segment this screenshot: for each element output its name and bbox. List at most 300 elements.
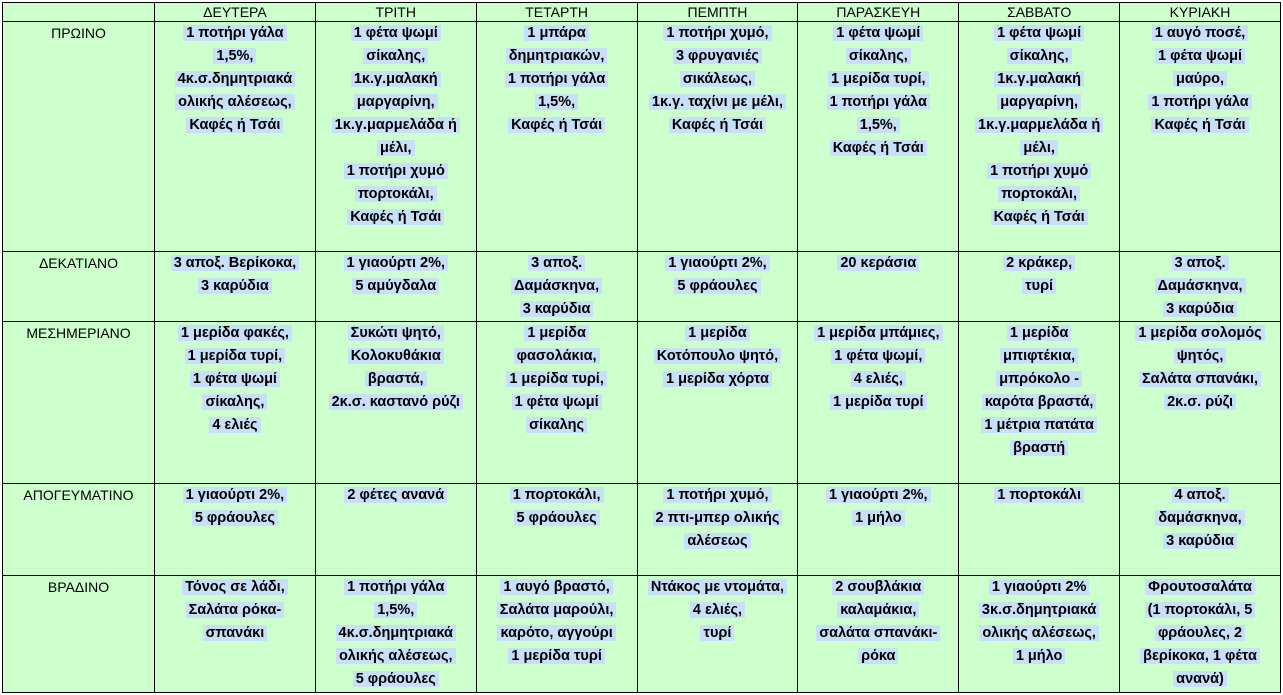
meal-item-text: 1 γιαούρτι 2%,: [826, 487, 930, 503]
meal-cell: [798, 484, 959, 576]
meal-item-text: 3 αποξ.: [1172, 255, 1229, 271]
meal-item-text: 4 ελιές,: [851, 371, 906, 387]
meal-cell: [155, 576, 316, 693]
meal-item-line: [319, 645, 473, 668]
meal-item-text: 1κ.γ.μαρμελάδα ή: [975, 117, 1103, 133]
meal-cell: [315, 22, 476, 252]
meal-item-text: Κοτόπουλο ψητό,: [654, 348, 781, 364]
day-header: ΤΕΤΑΡΤΗ: [476, 3, 637, 22]
meal-item-text: πορτοκάλι,: [355, 186, 437, 202]
meal-item-line: [962, 576, 1116, 599]
meal-item-line: [480, 275, 634, 298]
meal-item-line: [801, 368, 955, 391]
day-header: ΣΑΒΒΑΤΟ: [959, 3, 1120, 22]
meal-item-text: σίκαλης,: [1007, 48, 1072, 64]
meal-item-line: [480, 391, 634, 414]
meal-item-text: Συκώτι ψητό,: [348, 325, 444, 341]
meal-item-line: [1123, 22, 1277, 45]
meal-item-line: [801, 507, 955, 530]
meal-item-text: 1 αυγό ποσέ,: [1152, 25, 1248, 41]
meal-item-line: [480, 345, 634, 368]
meal-item-text: 5 φράουλες: [674, 278, 760, 294]
meal-item-line: [641, 622, 795, 645]
meal-item-line: [158, 45, 312, 68]
meal-item-line: [1123, 622, 1277, 645]
meal-item-text: 1 μέτρια πατάτα: [981, 417, 1097, 433]
meal-item-line: [1123, 45, 1277, 68]
meal-item-line: [801, 345, 955, 368]
meal-item-text: φράουλες, 2: [1155, 625, 1245, 641]
meal-item-line: [480, 484, 634, 507]
meal-row: [3, 22, 1281, 252]
meal-item-line: [319, 252, 473, 275]
meal-item-line: [158, 275, 312, 298]
meal-item-text: 1 αυγό βραστό,: [500, 579, 612, 595]
meal-cell: [155, 22, 316, 252]
meal-cell: [315, 576, 476, 693]
meal-cell: [798, 322, 959, 484]
meal-item-text: 3 φρυγανιές: [673, 48, 762, 64]
meal-item-line: [801, 45, 955, 68]
meal-item-text: 1 μήλο: [852, 510, 905, 526]
meal-cell: [476, 322, 637, 484]
meal-item-line: [319, 114, 473, 137]
meal-item-line: [962, 414, 1116, 437]
meal-item-line: [641, 345, 795, 368]
meal-item-line: [158, 576, 312, 599]
meal-item-text: 1 φέτα ψωμί: [351, 25, 441, 41]
meal-item-line: [962, 91, 1116, 114]
meal-item-line: [480, 507, 634, 530]
meal-item-line: [641, 252, 795, 275]
meal-item-line: [319, 622, 473, 645]
meal-item-text: 1 μερίδα χόρτα: [663, 371, 772, 387]
meal-item-line: [319, 275, 473, 298]
meal-item-text: Καφές ή Τσάι: [830, 140, 927, 156]
meal-rows: [3, 22, 1281, 693]
meal-item-text: 1 μερίδα φακές,: [178, 325, 292, 341]
meal-item-text: 1 ποτήρι χυμό: [987, 163, 1091, 179]
meal-cell: [637, 22, 798, 252]
meal-item-line: [962, 137, 1116, 160]
meal-item-text: 1 μερίδα τυρί,: [506, 371, 607, 387]
meal-item-line: [319, 322, 473, 345]
meal-item-text: Κολοκυθάκια: [348, 348, 444, 364]
meal-item-line: [641, 45, 795, 68]
meal-item-line: [1123, 322, 1277, 345]
meal-item-text: φασολάκια,: [514, 348, 600, 364]
meal-item-line: [480, 599, 634, 622]
meal-item-line: [1123, 391, 1277, 414]
meal-item-line: [319, 137, 473, 160]
meal-name: ΔΕΚΑΤΙΑΝΟ: [3, 252, 155, 322]
meal-item-text: σαλάτα σπανάκι-: [816, 625, 940, 641]
meal-item-text: 3 αποξ.: [528, 255, 585, 271]
meal-item-line: [1123, 252, 1277, 275]
meal-item-line: [801, 114, 955, 137]
meal-item-text: Σαλάτα ρόκα-: [186, 602, 285, 618]
meal-item-text: 1 μερίδα: [1007, 325, 1072, 341]
meal-item-text: ολικής αλέσεως,: [336, 648, 456, 664]
meal-cell: [476, 22, 637, 252]
meal-item-text: αλέσεως: [684, 533, 750, 549]
meal-item-line: [158, 22, 312, 45]
day-header-row: [3, 3, 1281, 22]
meal-item-line: [801, 137, 955, 160]
meal-item-text: 1 μερίδα σολομός: [1135, 325, 1264, 341]
meal-item-line: [1123, 298, 1277, 321]
meal-name: ΠΡΩΙΝΟ: [3, 22, 155, 252]
meal-item-line: [480, 414, 634, 437]
meal-item-text: σίκαλης: [526, 417, 587, 433]
meal-item-line: [319, 45, 473, 68]
meal-cell: [637, 322, 798, 484]
meal-item-line: [158, 391, 312, 414]
meal-item-line: [480, 22, 634, 45]
meal-item-line: [962, 206, 1116, 229]
meal-item-line: [801, 622, 955, 645]
meal-item-line: [962, 45, 1116, 68]
meal-name: ΜΕΣΗΜΕΡΙΑΝΟ: [3, 322, 155, 484]
meal-item-text: Σαλάτα μαρούλι,: [497, 602, 617, 618]
meal-name: ΒΡΑΔΙΝΟ: [3, 576, 155, 693]
meal-cell: [798, 252, 959, 322]
meal-item-text: βραστή: [1010, 440, 1068, 456]
meal-item-text: 4 αποξ.: [1172, 487, 1229, 503]
meal-item-line: [158, 322, 312, 345]
day-header: ΤΡΙΤΗ: [315, 3, 476, 22]
meal-name: ΑΠΟΓΕΥΜΑΤΙΝΟ: [3, 484, 155, 576]
meal-item-line: [319, 183, 473, 206]
meal-item-text: σίκαλης,: [846, 48, 911, 64]
meal-item-text: 3 αποξ. Βερίκοκα,: [171, 255, 299, 271]
meal-item-line: [962, 437, 1116, 460]
meal-item-text: 1 πορτοκάλι: [994, 487, 1084, 503]
day-header: ΔΕΥΤΕΡΑ: [155, 3, 316, 22]
meal-item-line: [319, 668, 473, 691]
meal-item-line: [801, 484, 955, 507]
meal-item-line: [319, 576, 473, 599]
meal-item-text: ψητός,: [1174, 348, 1227, 364]
meal-item-text: 4 ελιές,: [690, 602, 745, 618]
corner-cell: [3, 3, 155, 22]
meal-item-text: 1κ.γ.μαρμελάδα ή: [332, 117, 460, 133]
meal-item-line: [319, 68, 473, 91]
meal-item-line: [158, 345, 312, 368]
meal-item-line: [1123, 599, 1277, 622]
meal-item-line: [962, 345, 1116, 368]
meal-item-line: [801, 68, 955, 91]
meal-cell: [1120, 484, 1281, 576]
meal-cell: [1120, 252, 1281, 322]
meal-item-text: 5 αμύγδαλα: [352, 278, 439, 294]
meal-cell: [959, 252, 1120, 322]
meal-item-line: [641, 68, 795, 91]
meal-item-text: 1 φέτα ψωμί: [512, 394, 602, 410]
meal-item-line: [962, 160, 1116, 183]
meal-item-line: [962, 484, 1116, 507]
meal-item-text: 1 γιαούρτι 2%,: [344, 255, 448, 271]
meal-item-text: σίκαλης,: [202, 394, 267, 410]
meal-item-text: καρότα βραστά,: [982, 394, 1097, 410]
meal-item-line: [641, 599, 795, 622]
meal-item-text: Καφές ή Τσάι: [508, 117, 605, 133]
meal-item-line: [962, 114, 1116, 137]
day-header: ΠΕΜΠΤΗ: [637, 3, 798, 22]
meal-item-line: [1123, 275, 1277, 298]
meal-item-text: 1 μερίδα τυρί,: [828, 71, 929, 87]
meal-item-text: 1κ.γ.μαλακή: [351, 71, 441, 87]
meal-item-line: [158, 599, 312, 622]
meal-item-line: [962, 599, 1116, 622]
meal-item-line: [1123, 368, 1277, 391]
meal-item-line: [801, 252, 955, 275]
meal-cell: [959, 576, 1120, 693]
meal-item-text: 1 ποτήρι γάλα: [183, 25, 286, 41]
meal-item-text: μαργαρίνη,: [997, 94, 1081, 110]
meal-item-text: σίκαλης,: [363, 48, 428, 64]
meal-cell: [959, 22, 1120, 252]
meal-cell: [1120, 576, 1281, 693]
meal-item-line: [1123, 345, 1277, 368]
meal-item-text: σικάλεως,: [680, 71, 755, 87]
meal-item-line: [319, 160, 473, 183]
meal-item-line: [801, 322, 955, 345]
meal-item-text: 1 ποτήρι γάλα: [827, 94, 930, 110]
meal-item-text: ολικής αλέσεως,: [175, 94, 295, 110]
meal-item-text: 4κ.σ.δημητριακά: [175, 71, 295, 87]
meal-cell: [476, 252, 637, 322]
meal-item-text: Τόνος σε λάδι,: [182, 579, 288, 595]
meal-item-text: μέλι,: [377, 140, 415, 156]
meal-item-text: τυρί: [700, 625, 734, 641]
meal-item-text: 1 ποτήρι χυμό: [344, 163, 448, 179]
meal-item-line: [480, 114, 634, 137]
meal-item-line: [801, 391, 955, 414]
meal-item-line: [962, 252, 1116, 275]
meal-cell: [315, 252, 476, 322]
meal-cell: [959, 484, 1120, 576]
meal-item-text: 1,5%,: [213, 48, 256, 64]
meal-item-line: [1123, 114, 1277, 137]
meal-item-text: μαύρο,: [1173, 71, 1227, 87]
meal-item-text: Καφές ή Τσάι: [1151, 117, 1248, 133]
meal-cell: [798, 576, 959, 693]
meal-item-text: 5 φράουλες: [192, 510, 278, 526]
meal-item-line: [641, 275, 795, 298]
meal-item-text: 1,5%,: [857, 117, 900, 133]
meal-item-line: [480, 322, 634, 345]
meal-item-text: καρότο, αγγούρι: [497, 625, 615, 641]
meal-item-text: 1 ποτήρι χυμό,: [663, 487, 771, 503]
meal-item-text: ρόκα: [858, 648, 898, 664]
meal-item-line: [641, 22, 795, 45]
meal-item-line: [641, 507, 795, 530]
meal-item-line: [641, 368, 795, 391]
meal-item-text: βραστά,: [365, 371, 427, 387]
meal-item-text: Καφές ή Τσάι: [347, 209, 444, 225]
meal-cell: [155, 322, 316, 484]
meal-cell: [155, 252, 316, 322]
meal-item-text: 2κ.σ. καστανό ρύζι: [329, 394, 463, 410]
meal-item-text: 1,5%,: [535, 94, 578, 110]
meal-item-line: [962, 645, 1116, 668]
meal-item-text: Καφές ή Τσάι: [669, 117, 766, 133]
meal-item-text: 1 μερίδα τυρί: [508, 648, 605, 664]
meal-item-text: μπρόκολο -: [996, 371, 1082, 387]
meal-item-line: [319, 345, 473, 368]
meal-item-text: 3κ.σ.δημητριακά: [979, 602, 1099, 618]
meal-item-line: [962, 322, 1116, 345]
meal-item-line: [962, 68, 1116, 91]
meal-item-line: [319, 599, 473, 622]
meal-item-line: [962, 391, 1116, 414]
meal-row: [3, 576, 1281, 693]
meal-item-text: μαργαρίνη,: [354, 94, 438, 110]
meal-item-line: [319, 22, 473, 45]
meal-item-line: [1123, 507, 1277, 530]
meal-item-text: 2 σουβλάκια: [832, 579, 924, 595]
weekly-meal-plan-table: [2, 2, 1281, 693]
meal-item-text: 1 ποτήρι χυμό,: [663, 25, 771, 41]
meal-item-line: [158, 114, 312, 137]
meal-item-text: 5 φράουλες: [353, 671, 439, 687]
meal-item-text: 20 κεράσια: [837, 255, 919, 271]
meal-item-text: πορτοκάλι,: [998, 186, 1080, 202]
meal-item-text: 1 φέτα ψωμί: [190, 371, 280, 387]
meal-item-line: [480, 368, 634, 391]
meal-item-line: [641, 322, 795, 345]
meal-item-line: [801, 576, 955, 599]
meal-item-text: ανανά): [1173, 671, 1227, 687]
meal-item-text: 1 μερίδα: [685, 325, 750, 341]
meal-cell: [637, 484, 798, 576]
meal-item-line: [962, 183, 1116, 206]
meal-item-line: [641, 484, 795, 507]
meal-item-line: [1123, 484, 1277, 507]
meal-item-line: [480, 645, 634, 668]
meal-item-text: 1 ποτήρι γάλα: [505, 71, 608, 87]
meal-item-text: 3 καρύδια: [1163, 533, 1237, 549]
meal-item-text: 1 φέτα ψωμί: [833, 25, 923, 41]
meal-cell: [798, 22, 959, 252]
meal-item-text: 1 ποτήρι γάλα: [1148, 94, 1251, 110]
meal-item-text: 1 γιαούρτι 2%,: [665, 255, 769, 271]
meal-item-text: μέλι,: [1020, 140, 1058, 156]
meal-item-text: Δαμάσκηνα,: [511, 278, 602, 294]
meal-cell: [476, 484, 637, 576]
meal-item-text: 1 φέτα ψωμί: [1155, 48, 1245, 64]
meal-item-line: [480, 68, 634, 91]
meal-item-text: 5 φράουλες: [514, 510, 600, 526]
meal-item-line: [1123, 530, 1277, 553]
meal-item-text: βερίκοκα, 1 φέτα: [1140, 648, 1260, 664]
meal-item-line: [1123, 576, 1277, 599]
meal-item-line: [801, 91, 955, 114]
meal-item-text: καλαμάκια,: [837, 602, 919, 618]
meal-item-text: 2 πτι-μπερ ολικής: [653, 510, 783, 526]
meal-item-text: 3 καρύδια: [1163, 301, 1237, 317]
meal-row: [3, 484, 1281, 576]
meal-item-text: σπανάκι: [203, 625, 268, 641]
meal-item-text: μπιφτέκια,: [1000, 348, 1078, 364]
meal-row: [3, 252, 1281, 322]
meal-item-line: [158, 368, 312, 391]
meal-item-line: [1123, 91, 1277, 114]
meal-item-text: 2 κράκερ,: [1003, 255, 1075, 271]
meal-item-line: [480, 298, 634, 321]
meal-item-text: 2 φέτες ανανά: [344, 487, 447, 503]
meal-item-line: [641, 91, 795, 114]
meal-item-line: [962, 22, 1116, 45]
meal-cell: [155, 484, 316, 576]
meal-cell: [637, 576, 798, 693]
meal-item-text: Καφές ή Τσάι: [186, 117, 283, 133]
meal-item-line: [319, 91, 473, 114]
meal-item-text: 4κ.σ.δημητριακά: [336, 625, 456, 641]
meal-item-line: [801, 599, 955, 622]
meal-item-text: 1 μήλο: [1013, 648, 1066, 664]
meal-item-line: [480, 91, 634, 114]
meal-item-text: 3 καρύδια: [198, 278, 272, 294]
meal-item-line: [158, 622, 312, 645]
meal-item-line: [158, 484, 312, 507]
meal-item-text: ολικής αλέσεως,: [979, 625, 1099, 641]
meal-item-text: 1 μερίδα τυρί: [830, 394, 927, 410]
meal-item-text: (1 πορτοκάλι, 5: [1145, 602, 1256, 618]
meal-item-text: Ντάκος με ντομάτα,: [648, 579, 787, 595]
meal-item-line: [158, 507, 312, 530]
meal-item-line: [962, 368, 1116, 391]
meal-item-line: [641, 114, 795, 137]
meal-item-text: Καφές ή Τσάι: [991, 209, 1088, 225]
meal-item-line: [801, 645, 955, 668]
meal-item-line: [641, 530, 795, 553]
meal-item-line: [319, 484, 473, 507]
meal-item-text: 1 γιαούρτι 2%,: [183, 487, 287, 503]
meal-item-text: 1κ.γ. ταχίνι με μέλι,: [649, 94, 786, 110]
meal-cell: [1120, 22, 1281, 252]
meal-item-line: [158, 91, 312, 114]
meal-cell: [637, 252, 798, 322]
meal-item-text: 2κ.σ. ρύζι: [1164, 394, 1236, 410]
meal-item-text: 1 μερίδα: [524, 325, 589, 341]
meal-item-text: Σαλάτα σπανάκι,: [1139, 371, 1261, 387]
meal-item-text: 1,5%,: [374, 602, 417, 618]
meal-item-text: Φρουτοσαλάτα: [1145, 579, 1255, 595]
meal-item-text: 4 ελιές: [209, 417, 260, 433]
meal-item-line: [1123, 668, 1277, 691]
meal-item-text: 1 μπάρα: [524, 25, 588, 41]
meal-item-line: [319, 368, 473, 391]
meal-item-text: δαμάσκηνα,: [1155, 510, 1244, 526]
meal-item-text: 1 γιαούρτι 2%: [989, 579, 1089, 595]
meal-cell: [315, 322, 476, 484]
meal-row: [3, 322, 1281, 484]
meal-item-text: 1 μερίδα μπάμιες,: [814, 325, 942, 341]
meal-item-line: [319, 206, 473, 229]
meal-cell: [315, 484, 476, 576]
meal-item-line: [641, 576, 795, 599]
meal-item-text: 1 πορτοκάλι,: [510, 487, 604, 503]
meal-item-line: [480, 576, 634, 599]
meal-item-line: [1123, 68, 1277, 91]
meal-item-text: 3 καρύδια: [520, 301, 594, 317]
meal-item-line: [962, 275, 1116, 298]
meal-item-line: [158, 252, 312, 275]
day-header: ΚΥΡΙΑΚΗ: [1120, 3, 1281, 22]
meal-item-line: [480, 252, 634, 275]
